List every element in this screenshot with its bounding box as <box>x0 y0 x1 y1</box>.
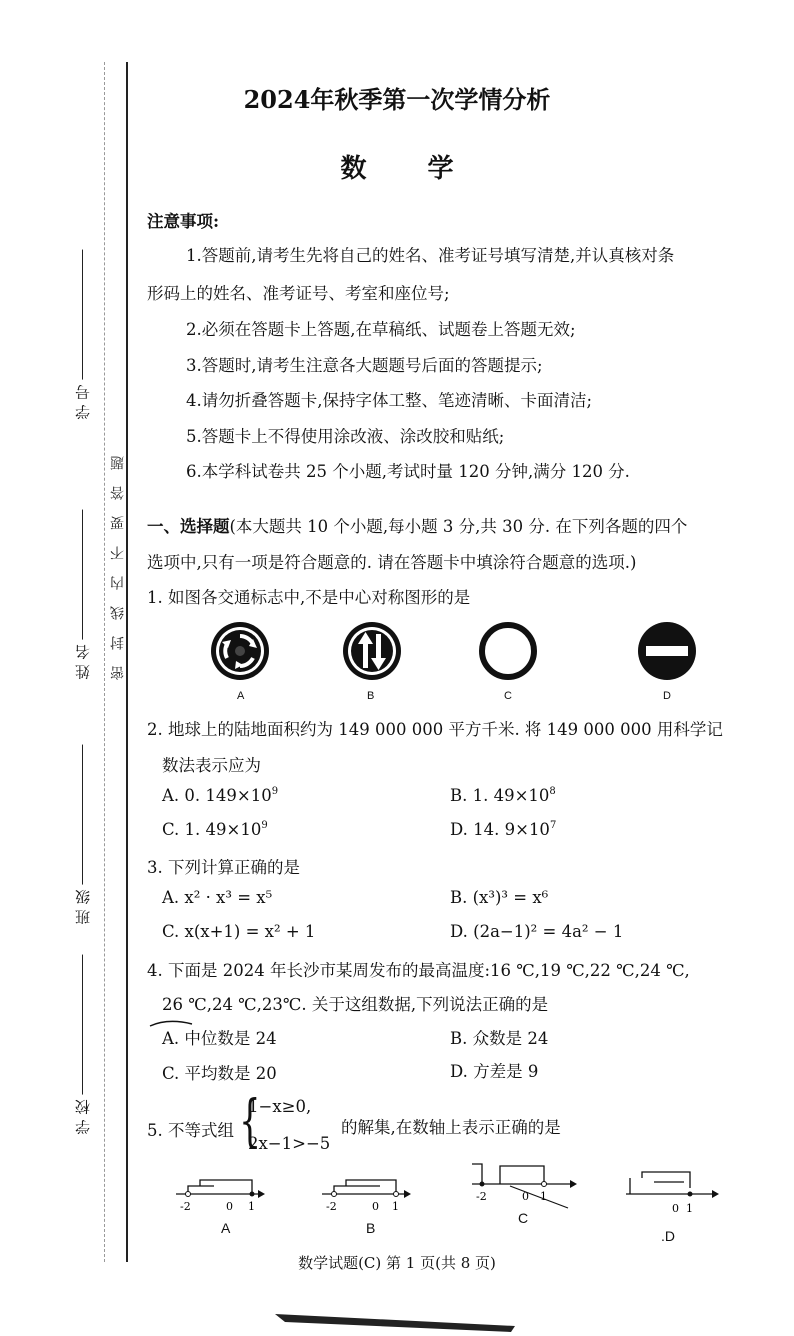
q4-option-b: B. 众数是 24 <box>450 1029 549 1048</box>
tick-label: -2 <box>476 1190 487 1203</box>
class-field <box>72 745 93 925</box>
q5-label-c: C <box>518 1210 529 1226</box>
notice-item: 5.答题卡上不得使用涂改液、涂改胶和贴纸; <box>186 427 505 446</box>
tick-label: -2 <box>180 1200 191 1213</box>
notice-item: 6.本学科试卷共 25 个小题,考试时量 120 分钟,满分 120 分. <box>186 462 630 481</box>
student-id-blank[interactable] <box>83 250 84 380</box>
school-label: 学 校 <box>74 1099 92 1135</box>
q5-label-b: B <box>366 1220 376 1236</box>
notice-item: 1.答题前,请考生先将自己的姓名、准考证号填写清楚,并认真核对条 <box>186 246 675 265</box>
no-entry-sign-icon <box>636 620 698 682</box>
q2-option-c: C. 1. $49\times 10^9$ <box>162 820 268 839</box>
q5-suffix: 的解集,在数轴上表示正确的是 <box>341 1118 561 1137</box>
q4-option-a: A. 中位数是 24 <box>162 1029 277 1048</box>
q3-option-a: A. x² · x³ = x⁵ <box>162 888 273 907</box>
tick-label: -2 <box>326 1200 337 1213</box>
q5-prefix: 5. 不等式组 <box>147 1121 234 1140</box>
q5-label-d: .D <box>661 1228 675 1244</box>
tick-label: 0 <box>672 1202 679 1215</box>
exam-subject: 数 学 <box>340 154 480 184</box>
q1-label-c: C <box>504 690 512 702</box>
name-field <box>72 510 93 680</box>
notice-item: 2.必须在答题卡上答题,在草稿纸、试题卷上答题无效; <box>186 320 576 339</box>
q2-option-a: A. 0. $149\times 10^9$ <box>162 786 279 805</box>
tick-label: 1 <box>540 1190 547 1203</box>
q2-stem-line1: 2. 地球上的陆地面积约为 149 000 000 平方千米. 将 149 000 000 用科学记 <box>147 720 723 739</box>
name-blank[interactable] <box>83 510 84 640</box>
q1-label-d: D <box>663 690 671 702</box>
tick-label: 1 <box>392 1200 399 1213</box>
name-label: 姓 名 <box>74 644 92 680</box>
q1-label-a: A <box>237 690 245 702</box>
scan-shadow-mark <box>275 1310 515 1334</box>
tick-label: 0 <box>372 1200 379 1213</box>
number-line-c <box>470 1160 580 1210</box>
notice-item: 3.答题时,请考生注意各大题题号后面的答题提示; <box>186 356 543 375</box>
brace-glyph: { <box>239 1089 261 1154</box>
tick-label: 1 <box>248 1200 255 1213</box>
two-way-traffic-sign-icon <box>341 620 403 682</box>
q5-inequality-2: 2x−1>−5 <box>248 1134 331 1153</box>
q3-option-d: D. (2a−1)² = 4a² − 1 <box>450 922 624 941</box>
q1-stem: 1. 如图各交通标志中,不是中心对称图形的是 <box>147 588 471 607</box>
ring-sign-icon <box>477 620 539 682</box>
page-footer: 数学试题(C) 第 1 页(共 8 页) <box>298 1254 496 1272</box>
number-line-a <box>174 1176 266 1216</box>
fold-dash-line <box>104 62 105 1262</box>
class-label: 班 级 <box>74 889 92 925</box>
q2-option-d: D. 14. $9\times 10^7$ <box>450 820 557 839</box>
student-id-label: 学 号 <box>74 384 92 420</box>
student-id-field <box>72 250 93 420</box>
section-heading: 一、选择题 <box>147 517 230 536</box>
number-line-d <box>624 1168 724 1218</box>
roundabout-sign-icon <box>209 620 271 682</box>
seal-line-note: 密封线内不要答题 <box>110 440 126 680</box>
tick-label: 1 <box>686 1202 693 1215</box>
tick-label: 0 <box>522 1190 529 1203</box>
q4-option-c: C. 平均数是 20 <box>162 1064 277 1083</box>
q5-label-a: A <box>221 1220 231 1236</box>
number-line-b <box>320 1176 412 1216</box>
tick-label: 0 <box>226 1200 233 1213</box>
exam-title: 2024年秋季第一次学情分析 <box>243 85 551 114</box>
q3-option-c: C. x(x+1) = x² + 1 <box>162 922 316 941</box>
section-description <box>147 513 687 537</box>
notice-heading: 注意事项: <box>147 212 220 231</box>
notice-item: 4.请勿折叠答题卡,保持字体工整、笔迹清晰、卡面清洁; <box>186 391 593 410</box>
q5-inequality-1: 1−x≥0, <box>248 1097 312 1116</box>
q2-stem-line2: 数法表示应为 <box>162 756 261 775</box>
q3-option-b: B. (x³)³ = x⁶ <box>450 888 549 907</box>
notice-item: 形码上的姓名、准考证号、考室和座位号; <box>147 284 450 303</box>
q2-option-b: B. 1. $49\times 10^8$ <box>450 786 556 805</box>
q3-stem: 3. 下列计算正确的是 <box>147 858 300 877</box>
q4-stem-line2: 26 ℃,24 ℃,23℃. 关于这组数据,下列说法正确的是 <box>162 995 549 1014</box>
q4-option-d: D. 方差是 9 <box>450 1062 539 1081</box>
section-desc-line1: (本大题共 10 个小题,每小题 3 分,共 30 分. 在下列各题的四个 <box>229 517 688 536</box>
class-blank[interactable] <box>83 745 84 885</box>
school-blank[interactable] <box>83 955 84 1095</box>
q4-stem-line1: 4. 下面是 2024 年长沙市某周发布的最高温度:16 ℃,19 ℃,22 ℃,24 ℃, <box>147 961 690 980</box>
section-desc-line2: 选项中,只有一项是符合题意的. 请在答题卡中填涂符合题意的选项.) <box>147 553 637 572</box>
q1-label-b: B <box>367 690 375 702</box>
school-field <box>72 955 93 1135</box>
